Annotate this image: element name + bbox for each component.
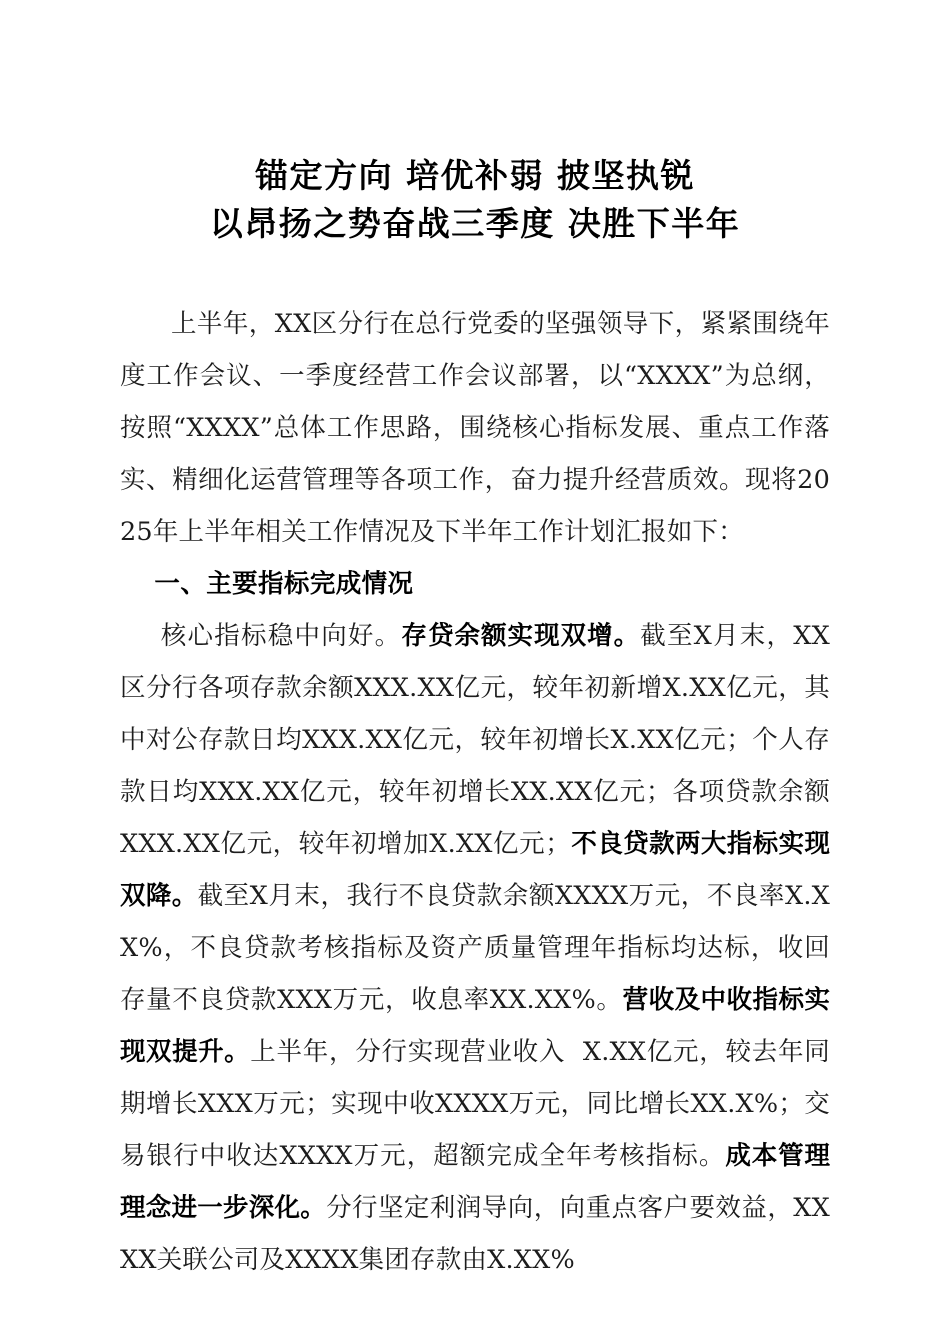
text-run: 上半年，分行实现营业收入 (250, 1037, 566, 1067)
document-title-line-1: 锚定方向 培优补弱 披坚执锐 (255, 156, 695, 195)
text-run: 截至X月末，我行不良贷款余额XXXX万元，不良率X.XX%，不良贷款考核指标及资产质量管理年指标均达标，收回存量不良贷款XXX万元，收息率XX.XX%。 (120, 881, 830, 1015)
emphasis-run: 不良贷款两大指标实现双降。 (120, 829, 830, 911)
intro-paragraph: 上半年，XX区分行在总行党委的坚强领导下，紧紧围绕年度工作会议、一季度经营工作会议部署，以“XXXX”为总纲，按照“XXXX”总体工作思路，围绕核心指标发展、重点工作落实、精细化运营管理等各项工作，奋力提升经营质效。现将2025年上半年相关工作情况及下半年工作计划汇报如下： (120, 309, 830, 547)
document-body (120, 248, 830, 1286)
section-one-paragraph (120, 610, 830, 1286)
document-title (0, 0, 950, 248)
text-run: 截至X月末，XX区分行各项存款余额XXX.XX亿元，较年初新增X.XX亿元，其中对公存款日均XXX.XX亿元，较年初增长X.XX亿元；个人存款日均XXX.XX亿元，较年初增长XX.XX亿元；各项贷款余额XXX.XX亿元，较年初增加X.XX亿元； (120, 621, 830, 859)
section-heading-one: 一、主要指标完成情况 (154, 569, 414, 599)
emphasis-run: 存贷余额实现双增。 (401, 621, 641, 651)
emphasis-run: 成本管理理念进一步深化。 (120, 1141, 830, 1223)
text-run: 核心指标稳中向好。 (160, 621, 402, 651)
emphasis-run: 营收及中收指标实现双提升。 (120, 985, 830, 1067)
text-run: X.XX亿元，较去年同期增长XXX万元；实现中收XXXX万元，同比增长XX.X%；交易银行中收达XXXX万元，超额完成全年考核指标。 (120, 1037, 830, 1171)
spacer-run (565, 1037, 583, 1067)
text-run: 分行坚定利润导向，向重点客户要效益，XXXX关联公司及XXXX集团存款由X.XX% (120, 1193, 830, 1275)
document-title-line-2: 以昂扬之势奋战三季度 决胜下半年 (209, 204, 741, 243)
